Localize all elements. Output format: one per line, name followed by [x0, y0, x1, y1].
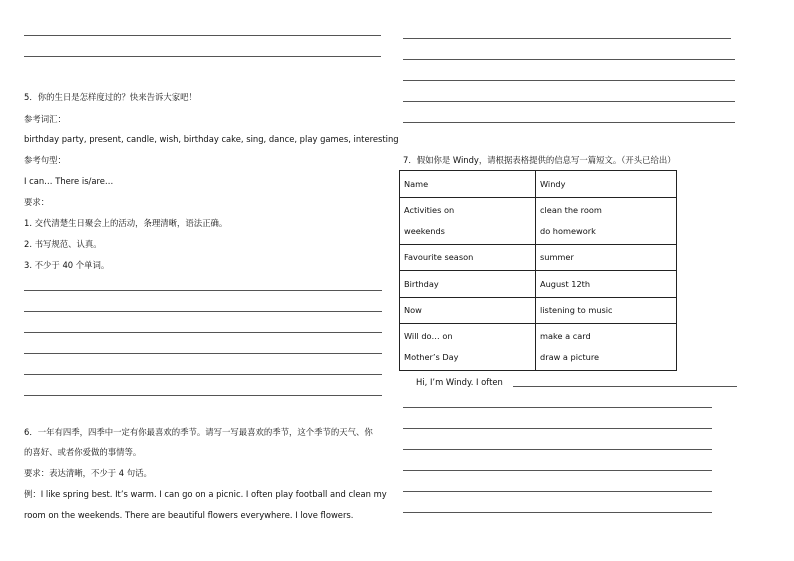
table-row: [400, 198, 677, 245]
q5-req-2: 2. 书写规范、认真。: [24, 239, 102, 249]
cell-line: Mother’s Day: [404, 352, 459, 362]
answer-line: [403, 59, 735, 60]
table-cell: Name: [400, 171, 536, 198]
table-row: [400, 298, 677, 324]
table-cell: [400, 198, 536, 245]
table-row: [400, 271, 677, 298]
q7-answer-line[interactable]: [403, 449, 712, 450]
q7-answer-line[interactable]: [403, 428, 712, 429]
q7-answer-line[interactable]: [403, 491, 712, 492]
table-row: [400, 245, 677, 271]
table-row: [400, 324, 677, 371]
q5-answer-line[interactable]: [24, 332, 382, 333]
q5-answer-line[interactable]: [24, 311, 382, 312]
q5-vocab: birthday party, present, candle, wish, birthday cake, sing, dance, play games, interesting: [24, 134, 399, 144]
cell-line: make a card: [540, 331, 591, 341]
answer-line: [403, 122, 735, 123]
q5-pattern: I can… There is/are…: [24, 176, 114, 186]
q7-opening: Hi, I’m Windy. I often: [416, 377, 503, 387]
q6-example-1: 例：I like spring best. It’s warm. I can go on a picnic. I often play football and clean my: [24, 489, 387, 499]
answer-line: [403, 101, 735, 102]
table-cell: August 12th: [536, 271, 677, 298]
table-cell: Birthday: [400, 271, 536, 298]
table-cell: [400, 324, 536, 371]
q6-line-2: 的喜好、或者你爱做的事情等。: [24, 447, 142, 457]
table-cell: [536, 198, 677, 245]
q5-answer-line[interactable]: [24, 374, 382, 375]
table-cell: listening to music: [536, 298, 677, 324]
q7-answer-line[interactable]: [403, 512, 712, 513]
q5-vocab-label: 参考词汇：: [24, 114, 66, 124]
cell-line: draw a picture: [540, 352, 600, 362]
q5-req-1: 1. 交代清楚生日聚会上的活动，条理清晰，语法正确。: [24, 218, 228, 228]
q5-req-3: 3. 不少于 40 个单词。: [24, 260, 110, 270]
info-table: [399, 170, 677, 371]
cell-line: do homework: [540, 226, 596, 236]
table-cell: Favourite season: [400, 245, 536, 271]
q7-answer-line[interactable]: [403, 470, 712, 471]
q5-answer-line[interactable]: [24, 290, 382, 291]
q5-req-label: 要求：: [24, 197, 50, 207]
table-cell: Windy: [536, 171, 677, 198]
table-cell: summer: [536, 245, 677, 271]
q6-req: 要求：表达清晰，不少于 4 句话。: [24, 468, 152, 478]
answer-line: [403, 80, 735, 81]
table-row: [400, 171, 677, 198]
answer-line: [403, 38, 731, 39]
q6-line-1: 6．一年有四季，四季中一定有你最喜欢的季节。请写一写最喜欢的季节，这个季节的天气、你: [24, 427, 373, 437]
cell-line: clean the room: [540, 205, 602, 215]
q7-title: 7．假如你是 Windy，请根据表格提供的信息写一篇短文。（开头已给出）: [403, 155, 676, 165]
answer-line: [24, 56, 381, 57]
cell-line: Will do… on: [404, 331, 453, 341]
q6-example-2: room on the weekends. There are beautiful flowers everywhere. I love flowers.: [24, 510, 354, 520]
q7-answer-line[interactable]: [403, 407, 712, 408]
q5-title: 5．你的生日是怎样度过的？快来告诉大家吧！: [24, 92, 197, 102]
table-cell: [536, 324, 677, 371]
q5-answer-line[interactable]: [24, 395, 382, 396]
table-cell: Now: [400, 298, 536, 324]
cell-line: weekends: [404, 226, 445, 236]
q5-answer-line[interactable]: [24, 353, 382, 354]
cell-line: Activities on: [404, 205, 455, 215]
q5-pattern-label: 参考句型：: [24, 155, 66, 165]
answer-line: [24, 35, 381, 36]
q7-answer-line[interactable]: [513, 386, 737, 387]
